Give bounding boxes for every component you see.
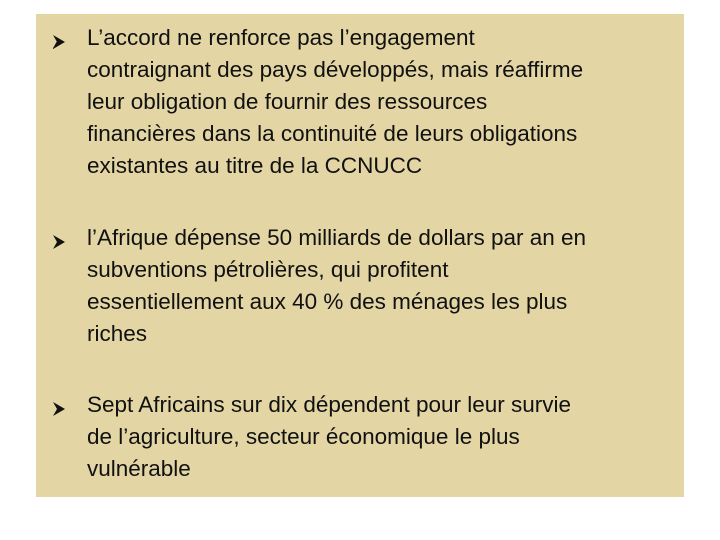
bullet-text: l’Afrique dépense 50 milliards de dollars par an en subventions pétrolières, qui profitent essentiellement aux 40 % des ménages les plus riches	[87, 225, 587, 346]
content-panel	[36, 14, 684, 497]
bullet-text: L’accord ne renforce pas l’engagement contraignant des pays développés, mais réaffirme leur obligation de fournir des ressources financières dans la continuité de leurs obligations existantes au titre de la CCNUCC	[87, 25, 584, 178]
bullet-text: Sept Africains sur dix dépendent pour leur survie de l’agriculture, secteur économique le plus vulnérable	[87, 392, 572, 481]
arrow-bullet-icon	[53, 35, 65, 49]
arrow-bullet-icon	[53, 235, 65, 249]
arrow-bullet-icon	[53, 402, 65, 416]
